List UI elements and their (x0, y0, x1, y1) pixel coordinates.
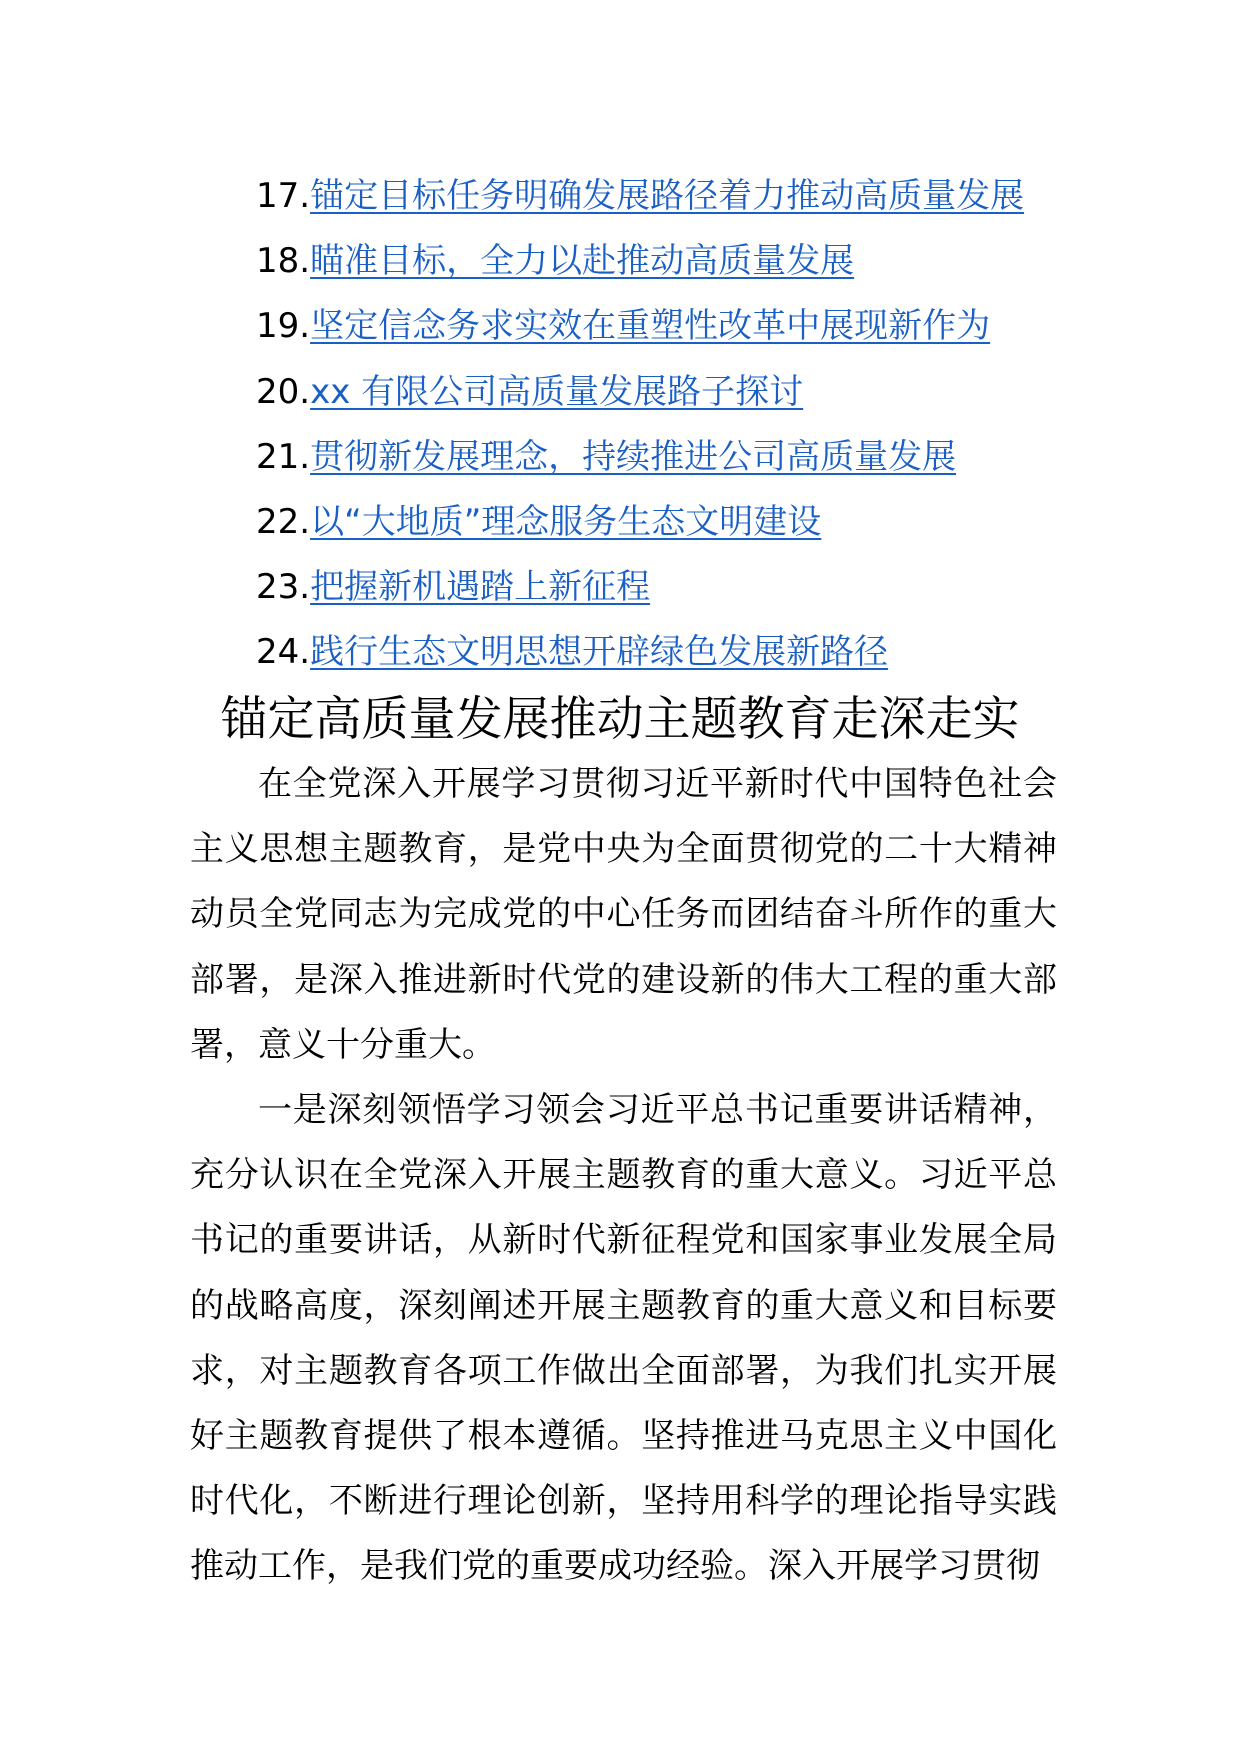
toc-item-19 (256, 298, 1024, 363)
toc-item-22 (256, 494, 1024, 559)
toc-item-23 (256, 559, 1024, 624)
toc-link[interactable]: 瞄准目标，全力以赴推动高质量发展 (310, 241, 855, 282)
toc-link[interactable]: 把握新机遇踏上新征程 (310, 567, 651, 608)
toc-number: 18. (256, 241, 311, 282)
toc-number: 17. (256, 176, 311, 216)
paragraph-point-one: 一是深刻领悟学习领会习近平总书记重要讲话精神，充分认识在全党深入开展主题教育的重大意义。习近平总书记的重要讲话，从新时代新征程党和国家事业发展全局的战略高度，深刻阐述开展主题教育的重大意义和目标要求，对主题教育各项工作做出全面部署，为我们扎实开展好主题教育提供了根本遵循。坚持推进马克思主义中国化时代化，不断进行理论创新，坚持用科学的理论指导实践推动工作，是我们党的重要成功经验。深入开展学习贯彻 (190, 1090, 1057, 1587)
article-body (190, 752, 1057, 1600)
toc-link[interactable]: xx 有限公司高质量发展路子探讨 (310, 371, 804, 412)
toc-number: 22. (256, 501, 311, 542)
toc-link[interactable]: 锚定目标任务明确发展路径着力推动高质量发展 (310, 176, 1025, 216)
toc-link[interactable]: 贯彻新发展理念，持续推进公司高质量发展 (310, 436, 957, 477)
toc-number: 23. (256, 567, 311, 608)
toc-item-17 (256, 168, 1024, 233)
table-of-contents (256, 168, 1024, 690)
toc-link[interactable]: 践行生态文明思想开辟绿色发展新路径 (310, 632, 889, 673)
toc-link[interactable]: 以“大地质”理念服务生态文明建设 (310, 501, 822, 542)
toc-number: 19. (256, 306, 311, 347)
paragraph-intro: 在全党深入开展学习贯彻习近平新时代中国特色社会主义思想主题教育，是党中央为全面贯彻党的二十大精神动员全党同志为完成党的中心任务而团结奋斗所作的重大部署，是深入推进新时代党的建设新的伟大工程的重大部署，意义十分重大。 (190, 764, 1057, 1065)
toc-item-20 (256, 364, 1024, 429)
toc-number: 21. (256, 436, 311, 477)
toc-link[interactable]: 坚定信念务求实效在重塑性改革中展现新作为 (310, 306, 991, 347)
toc-number: 20. (256, 371, 311, 412)
article-title: 锚定高质量发展推动主题教育走深走实 (220, 692, 1020, 747)
toc-item-18 (256, 233, 1024, 298)
toc-number: 24. (256, 632, 311, 673)
toc-item-21 (256, 429, 1024, 494)
toc-item-24 (256, 624, 1024, 689)
